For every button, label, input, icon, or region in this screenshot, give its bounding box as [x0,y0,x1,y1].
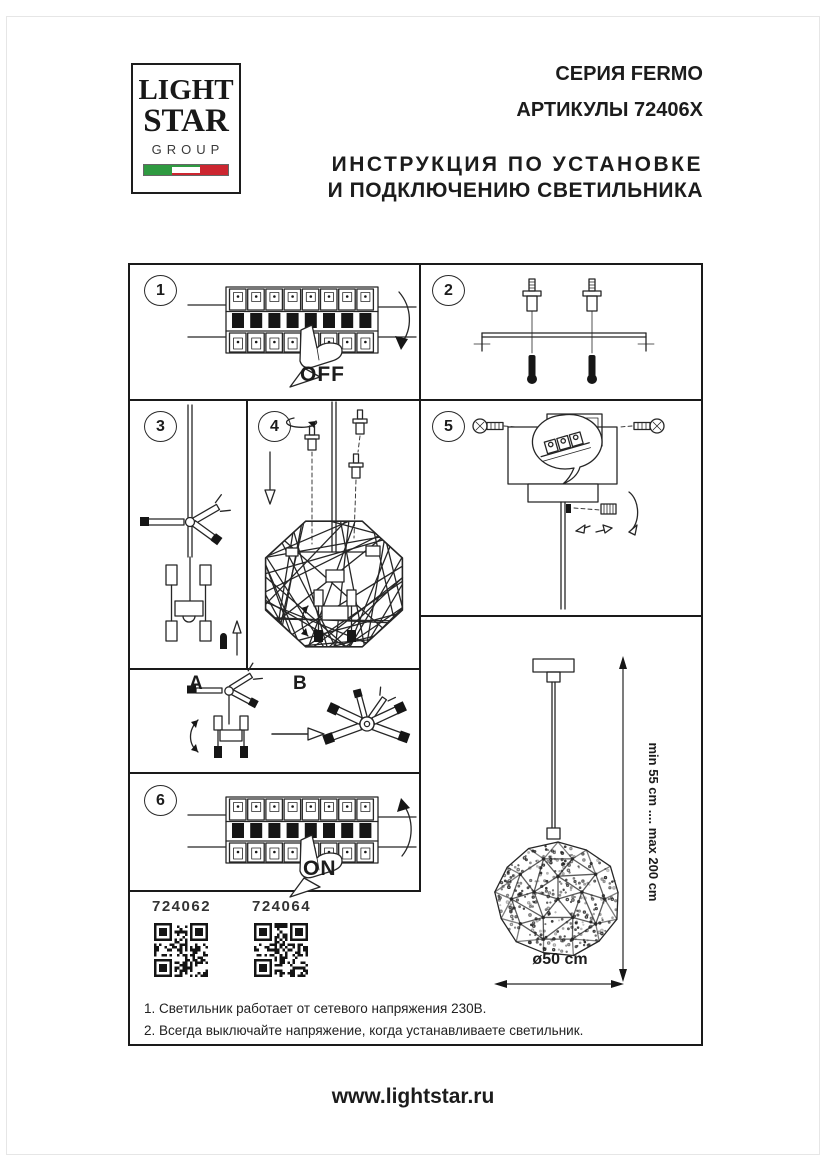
divider [246,399,248,670]
canopy-mounting-drawing [424,404,702,614]
terminal-balloon [532,415,602,484]
anchor-left [527,355,537,384]
screw-left [523,279,541,353]
screw-right [583,279,601,353]
logo-italian-flag [143,164,229,176]
articles-title: АРТИКУЛЫ 72406X [516,99,703,121]
article-code-left: 724062 [152,898,212,915]
flag-green-band [144,165,172,175]
breaker-on-drawing [186,785,418,903]
series-title: СЕРИЯ FERMO [555,63,703,85]
divider [130,668,421,670]
lamp-frame [166,565,211,641]
logo-text-light: LIGHT [138,74,234,106]
down-arrow [265,452,275,504]
anchor-right [587,355,597,384]
qr-code-left [154,923,208,977]
divider [130,772,421,774]
flag-red-band [200,165,228,175]
instruction-title-line2: И ПОДКЛЮЧЕНИЮ СВЕТИЛЬНИКА [327,179,703,202]
side-screw-left [473,419,516,433]
note-line-2: 2. Всегда выключайте напряжение, когда устанавливаете светильник. [144,1023,584,1038]
height-dimension-label: min 55 cm .... max 200 cm [646,742,661,902]
screw-small-2 [353,410,367,434]
ceiling-plate [533,659,574,672]
tri-arm-hub [140,495,230,546]
off-label: OFF [300,363,345,386]
instruction-title-line1: ИНСТРУКЦИЯ ПО УСТАНОВКЕ [331,153,703,176]
step-circle-4: 4 [258,411,291,442]
mounting-bracket-drawing [424,269,702,395]
transition-arrow [272,728,324,740]
step-circle-1: 1 [144,275,177,306]
screw-small-3 [349,454,363,478]
flag-white-band [172,165,200,175]
on-label: ON [303,857,337,880]
rod-hub-drawing [134,405,246,667]
step-circle-6: 6 [144,785,177,816]
qr-code-right [254,923,308,977]
step-circle-2: 2 [432,275,465,306]
variant-b-label: B [293,673,307,694]
website-url: www.lightstar.ru [331,1085,495,1108]
article-code-right: 724064 [252,898,312,915]
diameter-dimension-label: ø50 cm [532,951,588,968]
logo-text-star: STAR [143,103,229,139]
variant-a-label: A [189,673,203,694]
instruction-panels-frame [128,263,703,1046]
canopy [528,484,598,502]
height-dimension-line [619,656,627,982]
variant-b-drawing [322,687,410,745]
diameter-dimension-line [494,980,624,988]
step-circle-3: 3 [144,411,177,442]
lamp-sphere [495,842,618,956]
side-screw-right [620,419,664,433]
cage-assembly-drawing [250,402,420,668]
inner-hub [286,546,380,642]
step-circle-5: 5 [432,411,465,442]
assembly-variants-drawing [134,672,418,770]
screw-and-arrow [220,621,241,655]
document-header [328,62,703,204]
installation-notes [144,998,583,1042]
logo-text-group: GROUP [151,142,225,157]
divider [130,399,701,401]
note-line-1: 1. Светильник работает от сетевого напряжения 230В. [144,1001,487,1016]
screw-small-1 [305,426,319,450]
lightstar-logo [131,63,241,194]
bracket-bar [474,333,654,351]
